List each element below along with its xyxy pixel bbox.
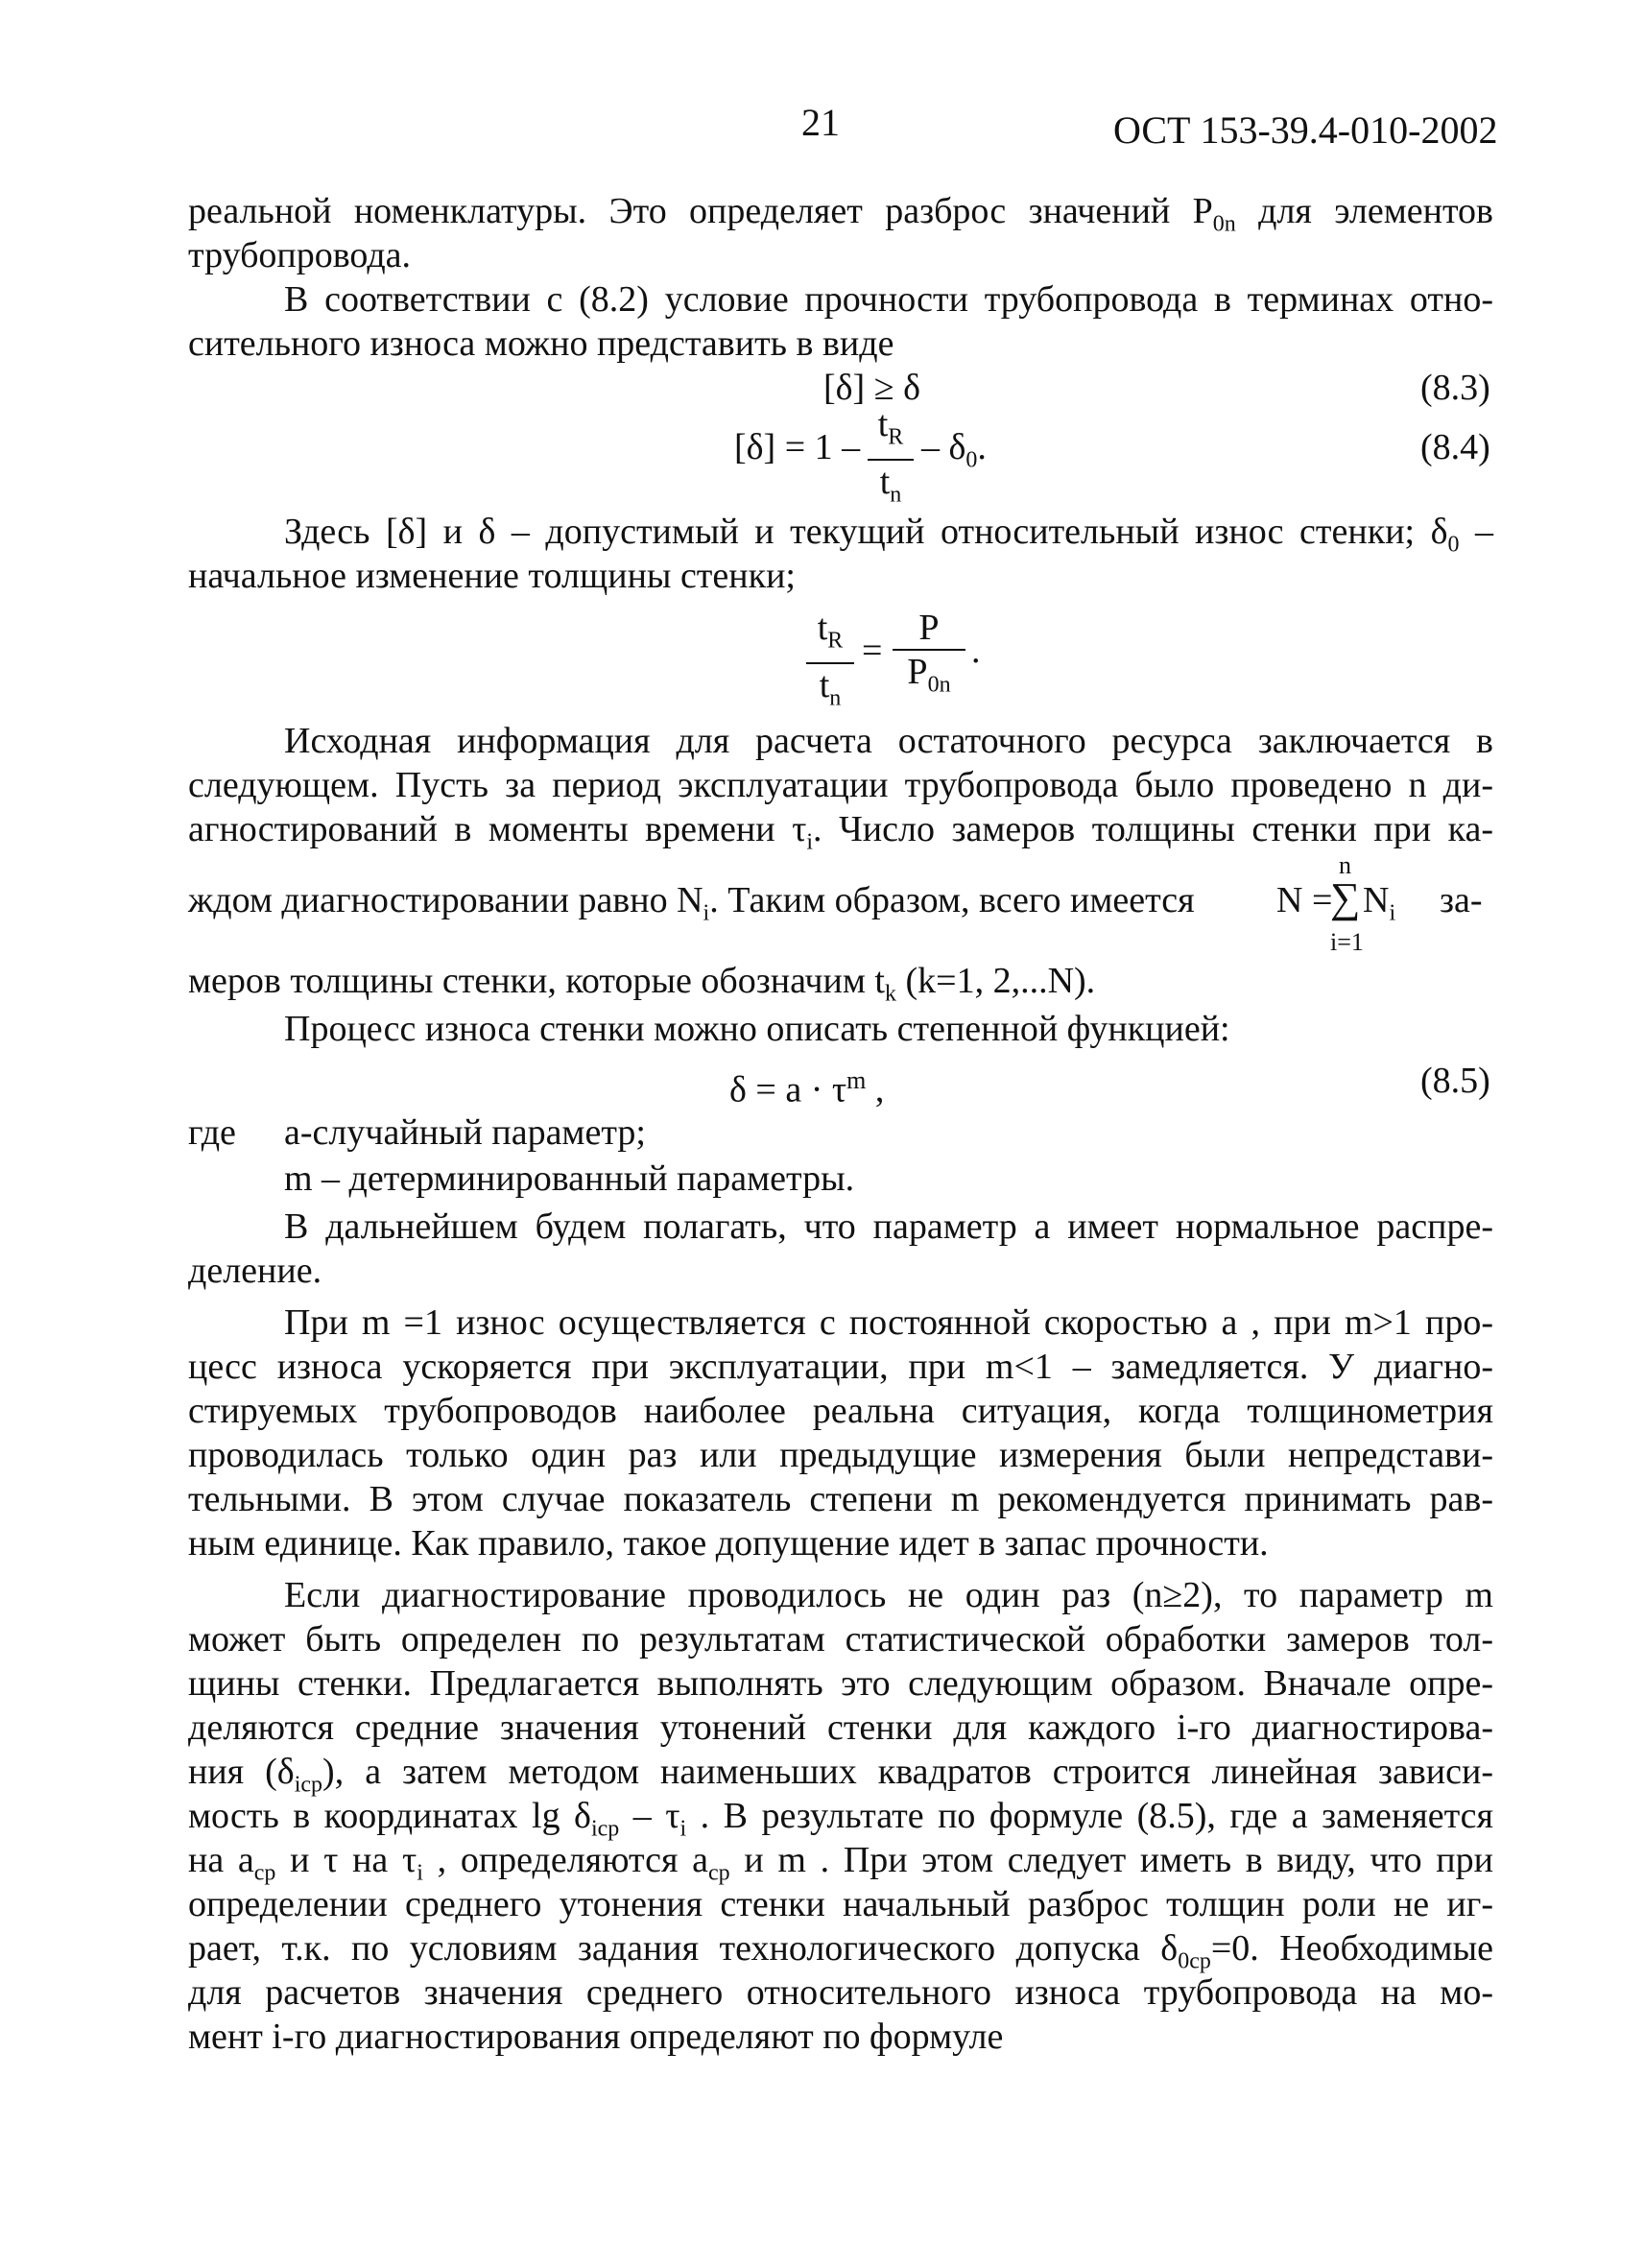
- paragraph-line: трубопровода.: [188, 235, 412, 275]
- equation-8-4: [δ] = 1 –: [734, 427, 861, 467]
- fraction-tr-tn: $\frac{t_R}{t_n}$: [868, 403, 914, 515]
- equation-number: (8.3): [1420, 368, 1490, 408]
- paragraph-line: При m =1 износ осуществляется с постоянной скоростью a , при m>1 про-: [284, 1302, 1493, 1343]
- fraction-tr-tn: $\frac{t_R}{t_n}$: [806, 607, 854, 719]
- paragraph-line: Если диагностирование проводилось не один раз (n≥2), то параметр m: [284, 1575, 1493, 1615]
- paragraph-line: Процесс износа стенки можно описать степенной функцией:: [284, 1009, 1230, 1049]
- paragraph-line: мент i-го диагностирования определяют по формуле: [188, 2017, 1004, 2057]
- paragraph-line: тельными. В этом случае показатель степени m рекомендуется принимать рав-: [188, 1479, 1493, 1519]
- paragraph-line: щины стенки. Предлагается выполнять это следующим образом. Вначале опре-: [188, 1663, 1493, 1704]
- paragraph-line: деляются средние значения утонений стенки для каждого i-го диагностирова-: [188, 1707, 1493, 1748]
- paragraph-line: начальное изменение толщины стенки;: [188, 556, 796, 596]
- sum-lower-limit: i=1: [1330, 928, 1364, 956]
- definition-a: a-случайный параметр;: [284, 1112, 646, 1153]
- paragraph-line: ным единице. Как правило, такое допущение идет в запас прочности.: [188, 1523, 1269, 1564]
- paragraph-line: рает, т.к. по условиям задания технологического допуска $\delta_{0cp}=0$. Необходимые: [188, 1928, 1493, 1974]
- paragraph-line: для расчетов значения среднего относительного износа трубопровода на мо-: [188, 1972, 1493, 2013]
- where-label: где: [188, 1112, 236, 1153]
- paragraph-line: цесс износа ускоряется при эксплуатации, при m<1 – замедляется. У диагно-: [188, 1347, 1493, 1387]
- equals-sign: =: [862, 631, 883, 671]
- period: .: [971, 631, 981, 671]
- sigma-symbol: ∑: [1330, 874, 1361, 921]
- document-id: ОСТ 153-39.4-010-2002: [1113, 108, 1498, 152]
- paragraph-line: мость в координатах $\lg \delta_{icp} - \tau_i$ . В результате по формуле (8.5), где a заменяется: [188, 1796, 1493, 1842]
- sum-lhs: N =: [1276, 880, 1333, 920]
- sum-upper-limit: n: [1339, 851, 1351, 879]
- equation-8-5: $\delta = a \cdot \tau^m$ ,: [729, 1066, 885, 1110]
- fraction-p-p0n: $\frac{P}{P_{0n}}$: [893, 607, 965, 706]
- equation-number: (8.4): [1420, 427, 1490, 467]
- paragraph-line: В соответствии с (8.2) условие прочности трубопровода в терминах отно-: [284, 279, 1493, 320]
- paragraph-line: следующем. Пусть за период эксплуатации трубопровода было проведено n ди-: [188, 765, 1493, 805]
- sum-term: $N_i$: [1363, 880, 1396, 926]
- paragraph-line: ния $(\delta_{icp})$, а затем методом наименьших квадратов строится линейная зависи-: [188, 1752, 1493, 1798]
- paragraph-line: деление.: [188, 1251, 322, 1291]
- hyphenation: за-: [1440, 880, 1483, 920]
- paragraph-line: Здесь [δ] и δ – допустимый и текущий относительный износ стенки; $\delta_0$ –: [284, 512, 1494, 558]
- equation-number: (8.5): [1420, 1061, 1490, 1101]
- paragraph-line: стируемых трубопроводов наиболее реальна ситуация, когда толщинометрия: [188, 1391, 1493, 1431]
- paragraph-line: определении среднего утонения стенки начальный разброс толщин роли не иг-: [188, 1884, 1493, 1924]
- paragraph-line: может быть определен по результатам статистической обработки замеров тол-: [188, 1619, 1493, 1659]
- paragraph-line: Исходная информация для расчета остаточного ресурса заключается в: [284, 721, 1493, 761]
- paragraph-line: меров толщины стенки, которые обозначим $t_k$ (k=1, 2,...N).: [188, 961, 1096, 1007]
- paragraph-line: на $a_{cp}$ и τ на $\tau_i$ , определяются $a_{cp}$ и m . При этом следует иметь в виду, что при: [188, 1840, 1493, 1886]
- paragraph-line: проводилась только один раз или предыдущие измерения были непредстави-: [188, 1435, 1493, 1475]
- paragraph-line: ждом диагностировании равно $N_i$. Таким образом, всего имеется: [188, 880, 1195, 926]
- paragraph-line: реальной номенклатуры. Это определяет разброс значений $P_{0n}$ для элементов: [188, 191, 1493, 237]
- paragraph-line: сительного износа можно представить в виде: [188, 323, 894, 364]
- paragraph-line: агностирований в моменты времени $\tau_i$. Число замеров толщины стенки при ка-: [188, 809, 1493, 855]
- page-number: 21: [801, 101, 840, 144]
- equation-8-3: [δ] ≥ δ: [823, 368, 920, 408]
- definition-m: m – детерминированный параметры.: [284, 1158, 855, 1199]
- equation-8-4-rhs: – $\delta_0$.: [921, 427, 987, 473]
- paragraph-line: В дальнейшем будем полагать, что параметр a имеет нормальное распре-: [284, 1206, 1493, 1247]
